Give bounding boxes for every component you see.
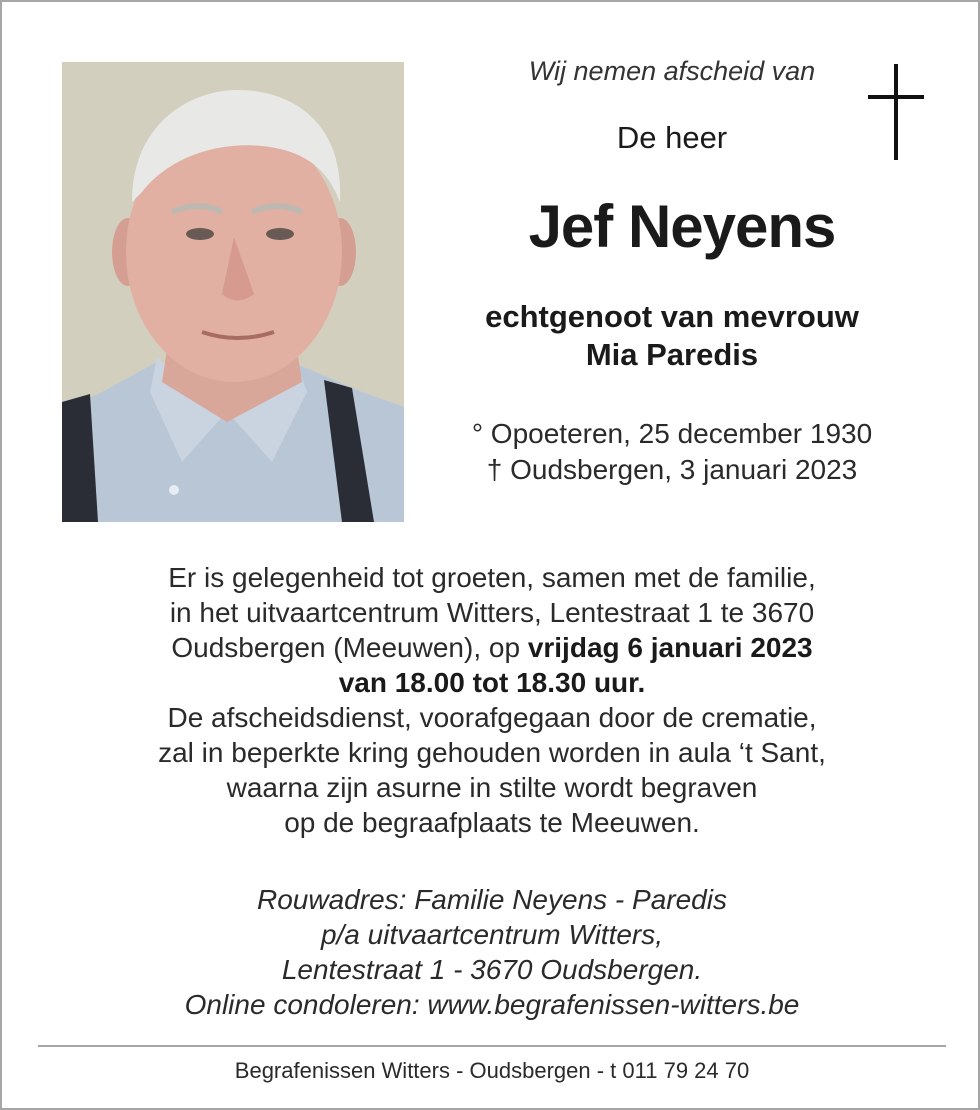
spouse-line-1: echtgenoot van mevrouw xyxy=(485,299,859,334)
portrait-illustration xyxy=(62,62,404,522)
service-line-3: waarna zijn asurne in stilte wordt begraven xyxy=(226,772,758,803)
address-line-1: Rouwadres: Familie Neyens - Paredis xyxy=(257,884,727,915)
death-date: † Oudsbergen, 3 januari 2023 xyxy=(486,454,858,485)
funeral-home-footer: Begrafenissen Witters - Oudsbergen - t 011 79 24 70 xyxy=(234,1058,750,1083)
service-line-4: op de begraafplaats te Meeuwen. xyxy=(284,807,700,838)
spouse-name: Mia Paredis xyxy=(585,337,759,372)
address-line-2: p/a uitvaartcentrum Witters, xyxy=(320,919,664,950)
life-dates xyxy=(422,416,922,488)
intro-text: Wij nemen afscheid van xyxy=(528,56,816,86)
honorific-title: De heer xyxy=(616,120,728,155)
portrait-photo xyxy=(62,62,404,522)
footer-divider xyxy=(38,1045,946,1047)
service-line-2: zal in beperkte kring gehouden worden in aula ‘t Sant, xyxy=(158,737,826,768)
birth-date: ° Opoeteren, 25 december 1930 xyxy=(471,418,873,449)
visitation-time: van 18.00 tot 18.30 uur. xyxy=(338,667,646,698)
visitation-line-1: Er is gelegenheid tot groeten, samen met de familie, xyxy=(168,562,816,593)
visitation-line-2: in het uitvaartcentrum Witters, Lentestraat 1 te 3670 xyxy=(169,597,815,628)
visitation-date: vrijdag 6 januari 2023 xyxy=(527,632,813,663)
visitation-text xyxy=(42,560,942,840)
condolence-link[interactable]: Online condoleren: www.begrafenissen-witters.be xyxy=(184,989,800,1020)
address-line-3: Lentestraat 1 - 3670 Oudsbergen. xyxy=(281,954,703,985)
spouse-block xyxy=(422,298,922,374)
visitation-line-3-text: Oudsbergen (Meeuwen), op xyxy=(171,632,528,663)
visitation-line-3 xyxy=(42,630,942,665)
mourning-address xyxy=(42,882,942,1022)
deceased-name: Jef Neyens xyxy=(528,193,836,260)
service-line-1: De afscheidsdienst, voorafgegaan door de crematie, xyxy=(167,702,817,733)
